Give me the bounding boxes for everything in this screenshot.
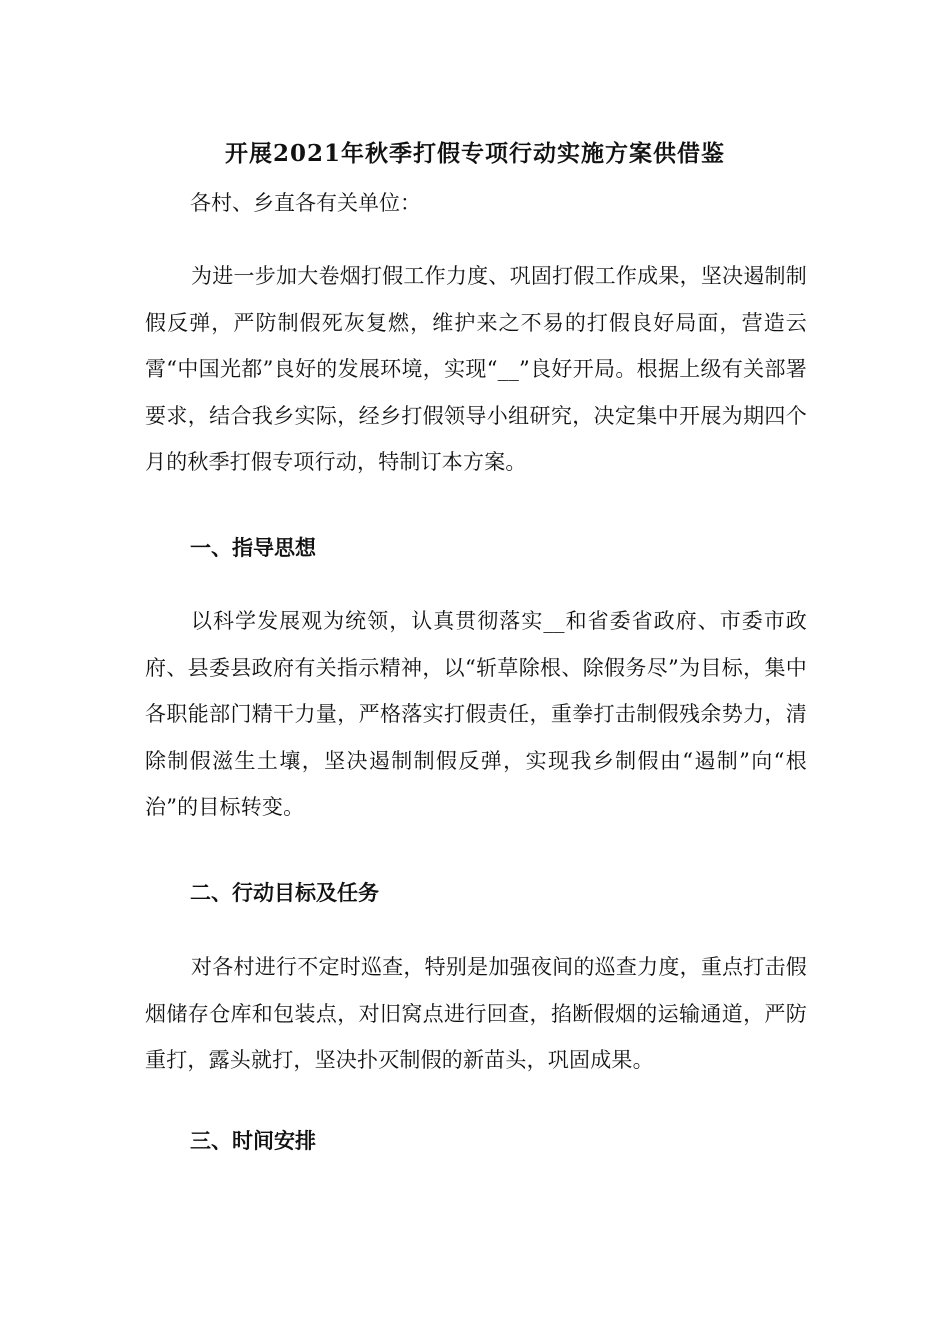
paragraph-guiding-ideology: 以科学发展观为统领，认真贯彻落实__和省委省政府、市委市政府、县委县政府有关指示精神，以“斩草除根、除假务尽”为目标，集中各职能部门精干力量，严格落实打假责任，重拳打击制假残余势力，清除制假滋生土壤，坚决遏制制假反弹，实现我乡制假由“遏制”向“根治”的目标转变。 (145, 609, 807, 819)
salutation: 各村、乡直各有关单位： (190, 191, 421, 215)
paragraph-goals-tasks: 对各村进行不定时巡查，特别是加强夜间的巡查力度，重点打击假烟储存仓库和包装点，对旧窝点进行回查，掐断假烟的运输通道，严防重打，露头就打，坚决扑灭制假的新苗头，巩固成果。 (145, 955, 807, 1072)
paragraph-intro: 为进一步加大卷烟打假工作力度、巩固打假工作成果，坚决遏制制假反弹，严防制假死灰复燃，维护来之不易的打假良好局面，营造云霄“中国光都”良好的发展环境，实现“__”良好开局。根据上级有关部署要求，结合我乡实际，经乡打假领导小组研究，决定集中开展为期四个月的秋季打假专项行动，特制订本方案。 (145, 264, 807, 474)
section-heading-guiding-ideology: 一、指导思想 (190, 535, 316, 560)
section-heading-goals-tasks: 二、行动目标及任务 (190, 880, 379, 905)
document-title: 开展2021年秋季打假专项行动实施方案供借鉴 (224, 140, 725, 167)
section-heading-schedule: 三、时间安排 (190, 1128, 316, 1153)
